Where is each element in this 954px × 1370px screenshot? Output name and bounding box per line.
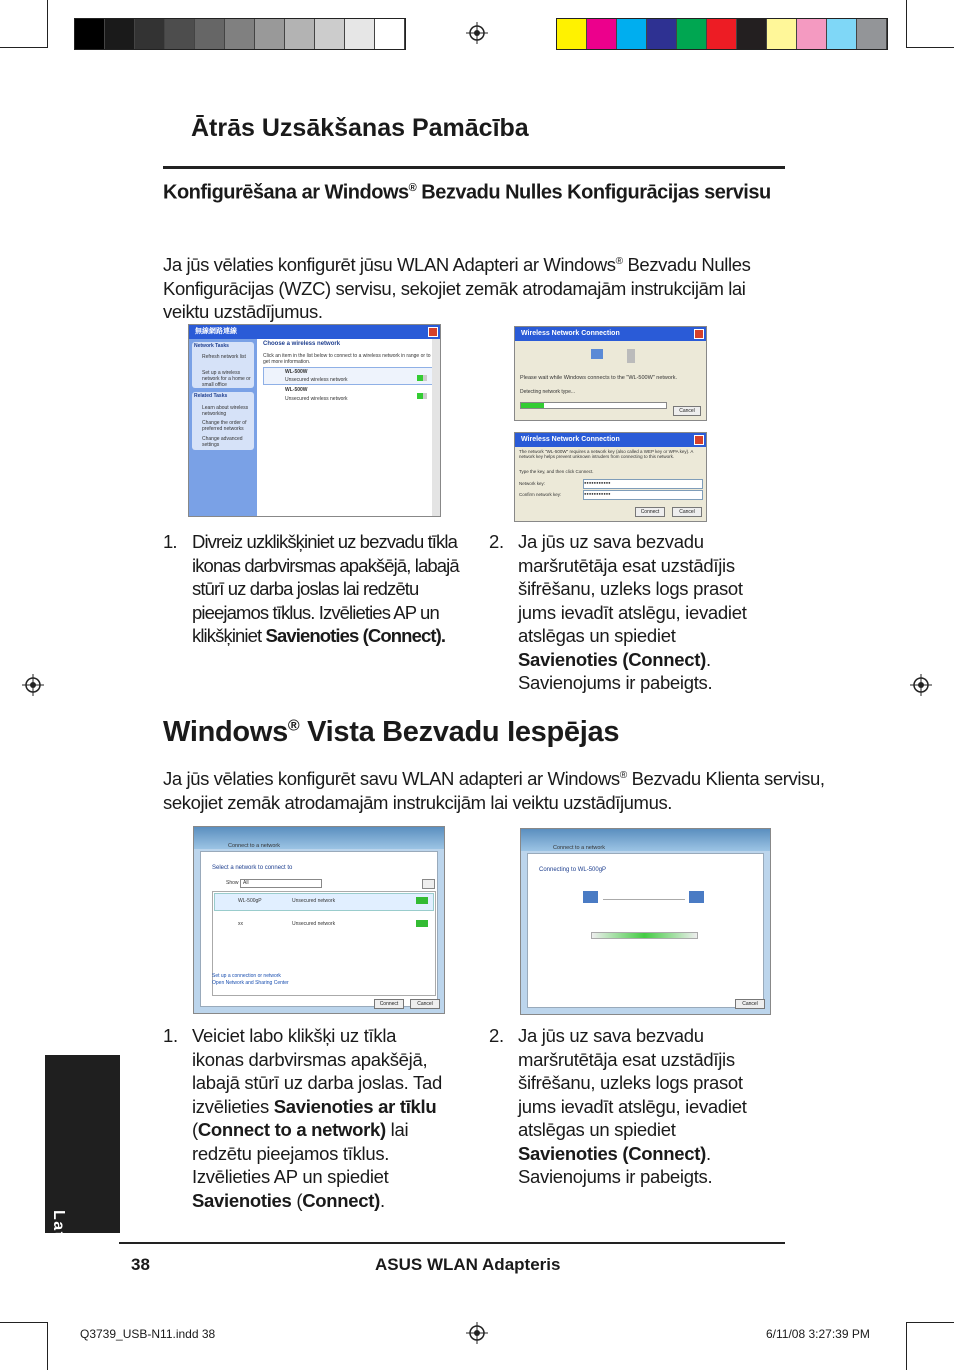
scrollbar[interactable] [432,339,440,516]
dialog-title: Wireless Network Connection [515,433,706,447]
crop-mark [906,0,907,48]
select-network-heading: Select a network to connect to [212,865,293,871]
slug-datetime: 6/11/08 3:27:39 PM [766,1327,870,1341]
progress-bar [591,932,698,939]
cancel-button[interactable]: Cancel [410,999,440,1009]
computer-icon [583,891,598,903]
slug-file: Q3739_USB-N11.indd 38 [80,1327,216,1341]
color-swatch [617,19,647,49]
registration-mark-icon [466,1322,488,1344]
signal-strength-icon [417,393,427,399]
network-status: Unsecured wireless network [285,396,348,402]
network-key-input[interactable]: ●●●●●●●●●●● [583,479,703,489]
color-swatch [557,19,587,49]
process-color-bar [556,18,888,50]
color-swatch [255,19,285,49]
section-title: Ātrās Uzsākšanas Pamācība [191,114,529,142]
color-swatch [827,19,857,49]
color-swatch [767,19,797,49]
network-name: xx [238,921,243,927]
language-tab-label: Latviski [50,1210,67,1282]
connecting-message: Please wait while Windows connects to the "WL-500W" network. [520,375,678,381]
color-swatch [285,19,315,49]
color-swatch [677,19,707,49]
registration-mark-icon [22,674,44,696]
refresh-network-link[interactable]: Refresh network list [202,354,246,360]
vista-connecting-screenshot [520,828,771,1015]
network-key-label: Network key: [519,481,546,486]
refresh-icon[interactable] [422,879,435,889]
xp-network-key-dialog-screenshot [514,432,707,522]
registration-mark-icon [466,22,488,44]
network-icon [689,891,704,903]
close-icon [694,435,704,445]
window-title: Connect to a network [228,843,280,849]
client-area [527,853,764,1008]
connecting-heading: Connecting to WL-500gP [539,867,607,873]
show-label: Show [226,880,239,886]
header-rule [163,166,785,169]
signal-strength-icon [416,920,428,927]
network-status: Unsecured network [292,898,336,904]
section2-step1: 1. Veiciet labo klikšķi uz tīkla ikonas darbvirsmas apakšējā, labajā stūrī uz darba joslas. Tad izvēlieties Savienoties ar tīklu (Connect to a network) lai redzētu pieejamos tīklus. Izvēlieties AP un spiediet Savienoties (Connect). [163,1025,442,1211]
vista-network-list-screenshot [193,826,445,1014]
type-key-prompt: Type the key, and then click Connect. [519,469,594,474]
crop-mark [47,1322,48,1370]
connection-line [603,899,685,900]
key-required-message: The network "WL-500W" requires a network key (also called a WEP key or WPA key). A network key helps prevent unknown intruders from connecting to this network. [519,449,694,459]
window-title: 無線網路連線 [189,325,440,339]
confirm-key-input[interactable]: ●●●●●●●●●●● [583,490,703,500]
connect-button[interactable]: Connect [374,999,404,1009]
network-name: WL-500W [285,369,308,375]
color-swatch [315,19,345,49]
language-tab [45,1055,120,1282]
color-swatch [707,19,737,49]
signal-strength-icon [416,897,428,904]
sharing-center-link[interactable]: Open Network and Sharing Center [212,980,289,986]
close-icon [428,327,438,337]
color-swatch [75,19,105,49]
setup-connection-link[interactable]: Set up a connection or network [212,973,281,979]
color-swatch [375,19,405,49]
related-tasks-header: Related Tasks [194,393,228,399]
network-name: WL-500W [285,387,308,393]
computer-icon [591,349,603,359]
crop-mark [906,1322,954,1323]
detecting-status: Detecting network type... [520,389,576,395]
color-swatch [195,19,225,49]
crop-mark [0,47,48,48]
crop-mark [0,1322,48,1323]
section2-title: Windows® Vista Bezvadu Iespējas [163,716,620,748]
section1-step2: 2. Ja jūs uz sava bezvadu maršrutētāja esat uzstādījis šifrēšanu, uzleks logs prasot jums ievadīt atslēgu, ievadiet atslēgas un spiediet Savienoties (Connect). Savienojums ir pabeigts. [489,531,747,693]
section1-step1: 1. Divreiz uzklikšķiniet uz bezvadu tīkla ikonas darbvirsmas apakšējā, labajā stūrī uz darba joslas lai redzētu pieejamos tīklus. Izvēlieties AP un klikšķiniet Savienoties (Connect). [163,531,459,646]
registration-mark-icon [910,674,932,696]
color-swatch [345,19,375,49]
network-status: Unsecured network [292,921,336,927]
window-title: Connect to a network [553,845,605,851]
color-swatch [647,19,677,49]
xp-connecting-dialog-screenshot [514,326,707,421]
crop-mark [906,1322,907,1370]
learn-wireless-link[interactable]: Learn about wireless networking [202,405,249,417]
color-swatch [857,19,887,49]
progress-bar [520,402,667,409]
signal-strength-icon [417,375,427,381]
cancel-button[interactable]: Cancel [735,999,765,1009]
network-name: WL-500gP [238,898,262,904]
crop-mark [906,47,954,48]
section2-intro: Ja jūs vēlaties konfigurēt savu WLAN adapteri ar Windows® Bezvadu Klienta servisu, sekojiet zemāk atrodamajām instrukcijām lai veiktu uzstādījumus. [163,768,825,813]
cancel-button[interactable]: Cancel [672,507,702,517]
crop-mark [47,0,48,48]
close-icon [694,329,704,339]
color-swatch [105,19,135,49]
color-swatch [737,19,767,49]
section1-intro: Ja jūs vēlaties konfigurēt jūsu WLAN Adapteri ar Windows® Bezvadu Nulles Konfigurācijas (WZC) servisu, sekojiet zemāk atrodamajām instrukcijām lai veiktu uzstādījumus. [163,254,751,323]
footer-product: ASUS WLAN Adapteris [375,1255,561,1274]
xp-choose-network-screenshot [188,324,441,517]
section1-heading: Konfigurēšana ar Windows® Bezvadu Nulles Konfigurācijas servisu [163,181,771,204]
color-swatch [797,19,827,49]
network-status: Unsecured wireless network [285,377,348,383]
connect-button[interactable]: Connect [635,507,665,517]
section2-step2: 2. Ja jūs uz sava bezvadu maršrutētāja esat uzstādījis šifrēšanu, uzleks logs prasot jums ievadīt atslēgu, ievadiet atslēgas un spiediet Savienoties (Connect). Savienojums ir pabeigts. [489,1025,747,1187]
color-swatch [225,19,255,49]
network-tasks-header: Network Tasks [194,343,229,349]
choose-network-desc: Click an item in the list below to connect to a wireless network in range or to get more information. [263,353,431,365]
grayscale-color-bar [74,18,406,50]
color-swatch [165,19,195,49]
change-order-link[interactable]: Change the order of preferred networks [202,420,247,432]
confirm-key-label: Confirm network key: [519,492,562,497]
dialog-title: Wireless Network Connection [515,327,706,341]
show-select[interactable]: All [240,879,322,888]
color-swatch [587,19,617,49]
choose-network-heading: Choose a wireless network [263,341,341,347]
footer-rule [119,1242,785,1244]
advanced-settings-link[interactable]: Change advanced settings [202,436,243,448]
color-swatch [135,19,165,49]
setup-network-link[interactable]: Set up a wireless network for a home or small office [202,370,251,388]
page-number: 38 [131,1255,150,1274]
cancel-button[interactable]: Cancel [673,406,701,416]
device-icon [627,349,635,363]
